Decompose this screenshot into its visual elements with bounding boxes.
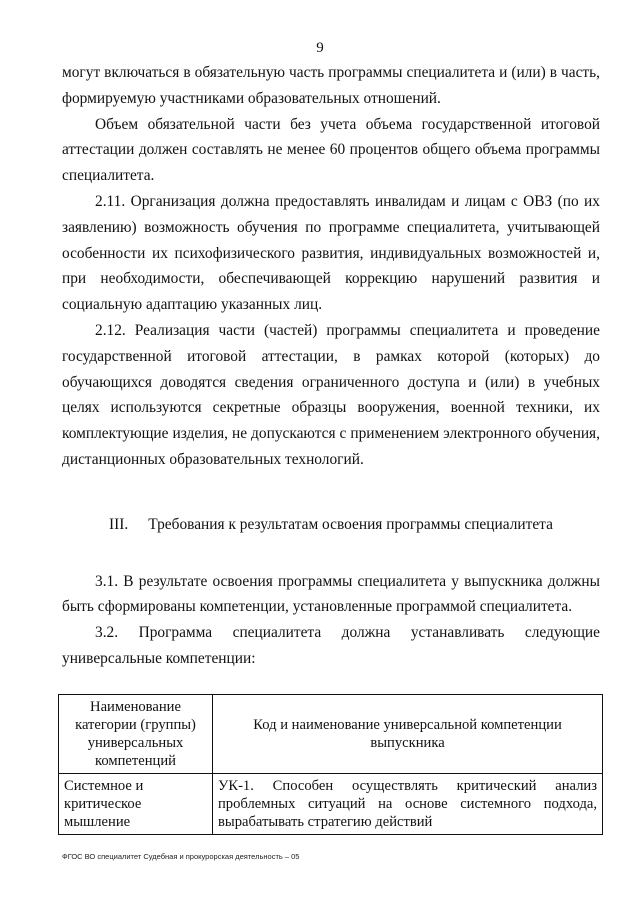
paragraph-mandatory-part-volume: Объем обязательной части без учета объема государственной итоговой аттестации должен составлять не менее 60 процентов общего объема программы специалитета. bbox=[62, 115, 600, 185]
header-category: Наименование категории (группы) универсальных компетенций bbox=[59, 695, 213, 774]
table-row bbox=[59, 774, 603, 835]
paragraph-continuation: могут включаться в обязательную часть программы специалитета и (или) в часть, формируемую участниками образовательных отношений. bbox=[62, 64, 600, 107]
footer: ФГОС ВО специалитет Судебная и прокурорская деятельность – 05 bbox=[62, 852, 300, 861]
cell-competence: УК-1. Способен осуществлять критический анализ проблемных ситуаций на основе системного подхода, вырабатывать стратегию действий bbox=[213, 774, 603, 835]
paragraph-2-12: 2.12. Реализация части (частей) программы специалитета и проведение государственной итоговой аттестации, в рамках которой (которых) до обучающихся доводятся сведения ограниченного доступа и (или) в учебных целях используются секретные образцы вооружения, военной техники, их комплектующие изделия, не допускаются с применением электронного обучения, дистанционных образовательных технологий. bbox=[62, 321, 600, 468]
cell-category: Системное и критическое мышление bbox=[59, 774, 213, 835]
competencies-table bbox=[58, 694, 603, 835]
document-body bbox=[62, 60, 600, 672]
paragraph-3-2: 3.2. Программа специалитета должна устанавливать следующие универсальные компетенции: bbox=[62, 624, 600, 667]
section-number: III. bbox=[109, 515, 129, 533]
page-number: 9 bbox=[316, 40, 324, 56]
table-header-row bbox=[59, 695, 603, 774]
paragraph-3-1: 3.1. В результате освоения программы специалитета у выпускника должны быть сформированы компетенции, установленные программой специалитета. bbox=[62, 572, 600, 616]
header-competence: Код и наименование универсальной компетенции выпускника bbox=[213, 695, 603, 774]
paragraph-2-11: 2.11. Организация должна предоставлять инвалидам и лицам с ОВЗ (по их заявлению) возможность обучения по программе специалитета, учитывающей особенности их психофизического развития, индивидуальных возможностей и, при необходимости, обеспечивающей коррекцию нарушений развития и социальную адаптацию указанных лиц. bbox=[62, 192, 600, 314]
section-title: Требования к результатам освоения программы специалитета bbox=[148, 515, 553, 533]
section-heading bbox=[62, 512, 600, 538]
